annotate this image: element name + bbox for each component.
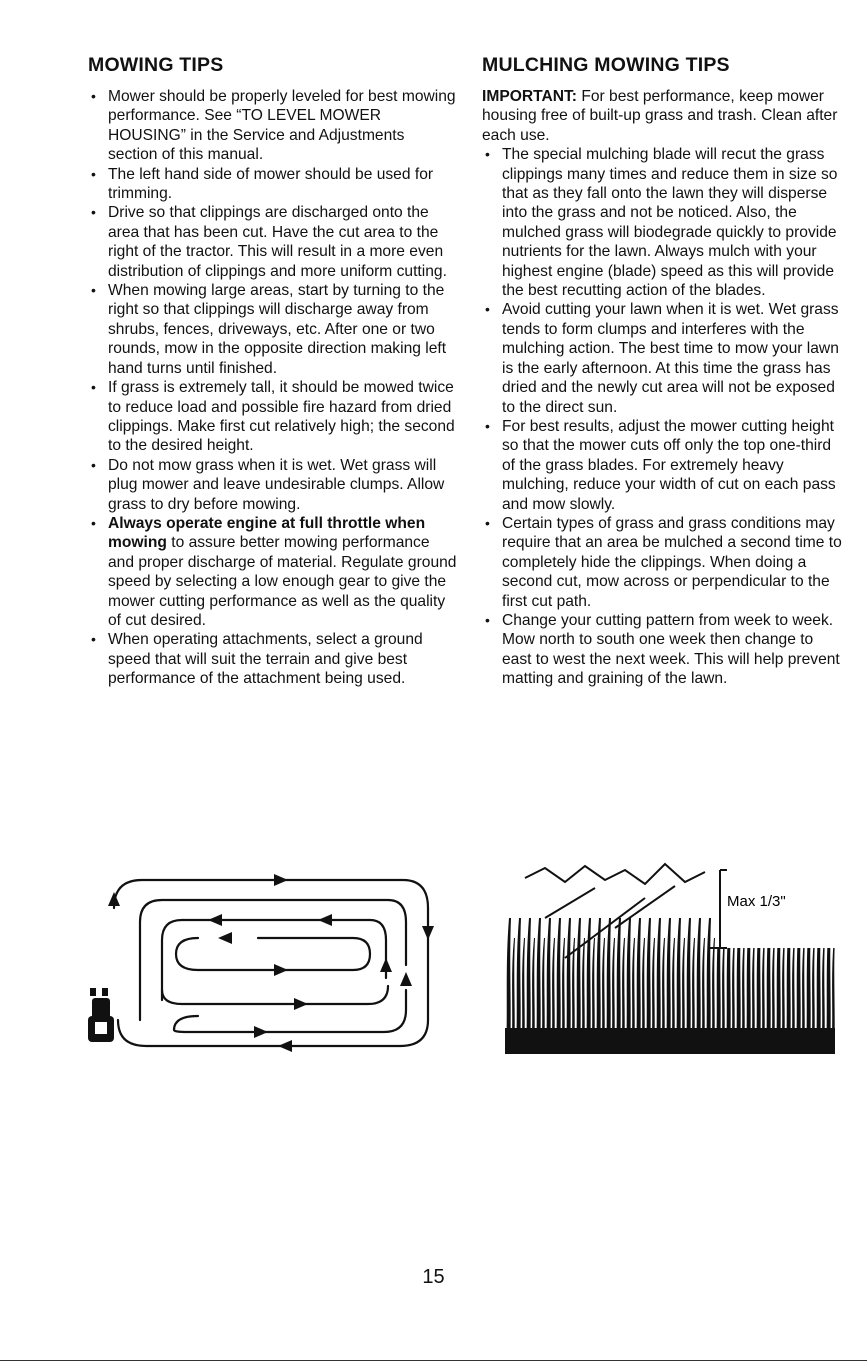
mulching-tips-heading: MULCHING MOWING TIPS: [482, 54, 730, 76]
list-item: • Always operate engine at full throttle when mowing to assure better mowing performance and proper discharge of material. Regulate ground speed by selecting a low enough gear to give the mower cutting performance as well as the quality of cut desired.: [88, 514, 458, 630]
arrow-left-icon: [208, 914, 222, 926]
arrow-down-icon: [422, 926, 434, 940]
bold-phrase: Always operate engine at full throttle when mowing: [108, 514, 426, 552]
arrow-right-icon: [254, 1026, 268, 1038]
mowing-tips-list: [88, 87, 458, 689]
list-item: • If grass is extremely tall, it should be mowed twice to reduce load and possible fire hazard from dried clippings. Make first cut relatively high; the second to the desired height.: [88, 378, 458, 456]
list-item: • The left hand side of mower should be used for trimming.: [88, 165, 458, 204]
bottom-inner-path: [174, 990, 406, 1032]
arrow-left-icon: [218, 932, 232, 944]
list-item: • Avoid cutting your lawn when it is wet. Wet grass tends to form clumps and interferes with the mulching action. The best time to mow your lawn is the early afternoon. At this time the grass has dried and the newly cut area will not be exposed to the direct sun.: [482, 300, 847, 416]
list-item: • Certain types of grass and grass conditions may require that an area be mulched a second time to completely hide the clippings. When doing a second cut, mow across or perpendicular to the first cut path.: [482, 514, 847, 611]
arrow-left-icon: [318, 914, 332, 926]
max-height-label: Max 1/3": [727, 893, 786, 910]
arrow-up-icon: [380, 958, 392, 972]
mulching-tips-section: [482, 54, 847, 689]
mowing-pattern-diagram: [88, 870, 438, 1055]
bottom-rule: [0, 1360, 867, 1361]
list-item: • When operating attachments, select a ground speed that will suit the terrain and give best performance of the attachment being used.: [88, 630, 458, 688]
mowing-tips-section: [88, 54, 458, 689]
list-item: • Change your cutting pattern from week to week. Mow north to south one week then change to east to west the next week. This will help prevent matting and graining of the lawn.: [482, 611, 847, 689]
lower-path: [162, 986, 388, 1004]
arrow-right-icon: [274, 874, 288, 886]
important-note: IMPORTANT: For best performance, keep mower housing free of built-up grass and trash. Clean after each use.: [482, 88, 838, 144]
arrow-up-icon: [400, 972, 412, 986]
arrow-left-icon: [278, 1040, 292, 1052]
tractor-icon: [88, 988, 114, 1042]
page-number: 15: [422, 1266, 445, 1288]
list-item: • Mower should be properly leveled for best mowing performance. See “TO LEVEL MOWER HOUSING” in the Service and Adjustments section of this manual.: [88, 87, 458, 165]
mulching-tips-list: [482, 145, 847, 688]
grass-height-illustration: [505, 858, 835, 1054]
arrow-up-icon: [108, 892, 120, 906]
third-path: [162, 920, 386, 1000]
inner-path: [176, 938, 370, 970]
important-label: IMPORTANT:: [482, 88, 577, 105]
arrow-right-icon: [274, 964, 288, 976]
second-path: [140, 900, 406, 1020]
list-item: • Do not mow grass when it is wet. Wet grass will plug mower and leave undesirable clumps. Allow grass to dry before mowing.: [88, 456, 458, 514]
list-item: • When mowing large areas, start by turning to the right so that clippings will discharge away from shrubs, fences, driveways, etc. After one or two rounds, mow in the opposite direction making left hand turns until finished.: [88, 281, 458, 378]
list-item: • The special mulching blade will recut the grass clippings many times and reduce them in size so that as they fall onto the lawn they will disperse into the grass and not be noticed. Also, the mulched grass will biodegrade quickly to provide nutrients for the lawn. Always mulch with your highest engine (blade) speed as this will provide the best recutting action of the blades.: [482, 145, 847, 300]
list-item: • For best results, adjust the mower cutting height so that the mower cuts off only the top one-third of the grass blades. For extremely heavy mulching, reduce your width of cut on each pass and mow slowly.: [482, 417, 847, 514]
list-item: • Drive so that clippings are discharged onto the area that has been cut. Have the cut area to the right of the tractor. This will result in a more even distribution of clippings and more uniform cutting.: [88, 203, 458, 281]
arrow-right-icon: [294, 998, 308, 1010]
mowing-tips-heading: MOWING TIPS: [88, 54, 224, 76]
